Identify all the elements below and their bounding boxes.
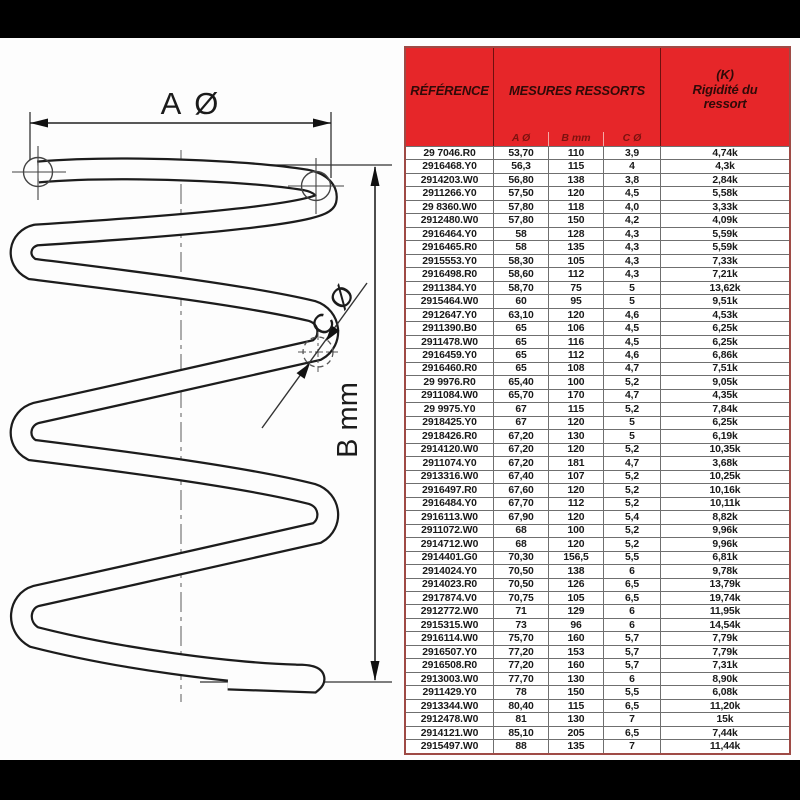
cell-rigidity: 11,44k <box>660 740 789 752</box>
cell-a-diameter: 67,70 <box>493 498 548 510</box>
cell-c-diameter: 6 <box>603 673 660 685</box>
cell-c-diameter: 5,5 <box>603 552 660 564</box>
cell-rigidity: 2,84k <box>660 174 789 186</box>
cell-c-diameter: 5,2 <box>603 376 660 388</box>
cell-reference: 2911074.Y0 <box>422 457 477 469</box>
table-row <box>406 726 789 739</box>
cell-reference: 2916114.W0 <box>421 633 478 645</box>
cell-c-diameter: 5,2 <box>603 484 660 496</box>
cell-rigidity: 4,35k <box>660 390 789 402</box>
arrowhead-down-icon <box>371 661 380 681</box>
cell-c-diameter: 6 <box>603 605 660 617</box>
cell-reference: 2913316.W0 <box>420 471 479 483</box>
table-row <box>406 362 789 375</box>
cell-c-diameter: 6,5 <box>603 579 660 591</box>
cell-b-mm: 129 <box>548 605 603 617</box>
arrowhead-left-icon <box>30 119 48 128</box>
cell-rigidity: 14,54k <box>660 619 789 631</box>
table-row <box>406 267 789 280</box>
cell-b-mm: 160 <box>548 632 603 644</box>
cell-rigidity: 5,59k <box>660 228 789 240</box>
cell-reference: 2914401.G0 <box>421 552 478 564</box>
cell-reference: 2916459.Y0 <box>422 350 477 361</box>
cell-c-diameter: 6,5 <box>603 592 660 604</box>
table-row <box>406 443 789 456</box>
cell-reference: 2914121.W0 <box>420 727 479 739</box>
table-row <box>406 146 789 159</box>
cell-b-mm: 112 <box>548 498 603 510</box>
cell-rigidity: 9,96k <box>660 538 789 550</box>
cell-a-diameter: 67,20 <box>493 457 548 469</box>
cell-a-diameter: 65 <box>493 349 548 361</box>
cell-rigidity: 3,68k <box>660 457 789 469</box>
table-row <box>406 456 789 469</box>
cell-a-diameter: 56,3 <box>493 160 548 172</box>
cell-rigidity: 7,33k <box>660 255 789 267</box>
cell-reference: 2914024.Y0 <box>422 565 477 577</box>
cell-b-mm: 130 <box>548 713 603 725</box>
subheader-a-diameter: A Ø <box>493 132 548 146</box>
cell-b-mm: 181 <box>548 457 603 469</box>
cell-reference: 2915553.Y0 <box>422 255 477 267</box>
cell-rigidity: 6,19k <box>660 430 789 442</box>
cell-a-diameter: 67 <box>493 403 548 415</box>
cell-c-diameter: 5 <box>603 417 660 429</box>
cell-c-diameter: 4,5 <box>603 322 660 334</box>
cell-rigidity: 9,05k <box>660 376 789 388</box>
table-row <box>406 672 789 685</box>
subheader-b-mm: B mm <box>548 132 603 146</box>
cell-rigidity: 10,16k <box>660 484 789 496</box>
subheader-c-diameter: C Ø <box>603 132 660 146</box>
table-row <box>406 389 789 402</box>
cell-a-diameter: 81 <box>493 713 548 725</box>
cell-b-mm: 96 <box>548 619 603 631</box>
cell-b-mm: 120 <box>548 309 603 321</box>
cell-a-diameter: 67 <box>493 417 548 429</box>
cell-a-diameter: 67,20 <box>493 444 548 456</box>
cell-reference: 2912647.Y0 <box>422 309 477 321</box>
cell-a-diameter: 57,80 <box>493 214 548 226</box>
spring-spec-table <box>404 46 791 755</box>
cell-a-diameter: 56,80 <box>493 174 548 186</box>
cell-a-diameter: 73 <box>493 619 548 631</box>
cell-a-diameter: 65 <box>493 363 548 375</box>
cell-c-diameter: 5 <box>603 282 660 294</box>
table-row <box>406 631 789 644</box>
cell-b-mm: 150 <box>548 686 603 698</box>
cell-c-diameter: 4,3 <box>603 228 660 240</box>
header-rigidity-line1: (K) <box>716 67 734 83</box>
cell-c-diameter: 7 <box>603 740 660 752</box>
cell-a-diameter: 65,40 <box>493 376 548 388</box>
cell-c-diameter: 6,5 <box>603 727 660 739</box>
cell-rigidity: 6,81k <box>660 552 789 564</box>
label-c-diameter: C Ø <box>304 277 362 342</box>
table-row <box>406 173 789 186</box>
table-row <box>406 483 789 496</box>
table-row <box>406 564 789 577</box>
cell-c-diameter: 5,4 <box>603 511 660 523</box>
cell-a-diameter: 80,40 <box>493 700 548 712</box>
table-row <box>406 645 789 658</box>
cell-c-diameter: 4,3 <box>603 255 660 267</box>
table-row <box>406 186 789 199</box>
cell-b-mm: 153 <box>548 646 603 658</box>
cell-rigidity: 9,51k <box>660 295 789 307</box>
cell-rigidity: 11,20k <box>660 700 789 712</box>
cell-reference: 29 8360.W0 <box>422 201 477 213</box>
cell-rigidity: 7,51k <box>660 363 789 375</box>
cell-reference: 2911266.Y0 <box>422 188 477 200</box>
cell-rigidity: 6,08k <box>660 686 789 698</box>
cell-b-mm: 115 <box>548 403 603 415</box>
cell-a-diameter: 65 <box>493 322 548 334</box>
cell-b-mm: 156,5 <box>548 552 603 564</box>
cell-a-diameter: 75,70 <box>493 632 548 644</box>
cell-reference: 2915315.W0 <box>420 619 479 631</box>
cell-rigidity: 10,35k <box>660 444 789 456</box>
cell-reference: 2911072.W0 <box>421 525 478 537</box>
cell-a-diameter: 58,60 <box>493 268 548 280</box>
table-body <box>406 146 789 753</box>
cell-reference: 2911384.Y0 <box>422 282 477 294</box>
cell-reference: 2916468.Y0 <box>422 161 477 173</box>
cell-b-mm: 100 <box>548 525 603 537</box>
cell-a-diameter: 70,50 <box>493 579 548 591</box>
cell-reference: 2918425.Y0 <box>422 417 477 429</box>
cell-a-diameter: 67,20 <box>493 430 548 442</box>
cell-a-diameter: 85,10 <box>493 727 548 739</box>
cell-b-mm: 135 <box>548 241 603 253</box>
cell-reference: 2916484.Y0 <box>422 498 477 510</box>
cell-reference: 29 9975.Y0 <box>423 403 476 415</box>
cell-b-mm: 120 <box>548 511 603 523</box>
cell-a-diameter: 65 <box>493 336 548 348</box>
cell-c-diameter: 4,2 <box>603 214 660 226</box>
table-row <box>406 240 789 253</box>
table-row <box>406 699 789 712</box>
cell-a-diameter: 60 <box>493 295 548 307</box>
table-row <box>406 551 789 564</box>
cell-a-diameter: 77,20 <box>493 646 548 658</box>
cell-reference: 2915497.W0 <box>420 741 479 753</box>
cell-reference: 2916507.Y0 <box>422 646 477 658</box>
cell-reference: 29 9976.R0 <box>423 376 476 388</box>
cell-c-diameter: 5,7 <box>603 646 660 658</box>
cell-a-diameter: 67,40 <box>493 471 548 483</box>
table-row <box>406 497 789 510</box>
cell-c-diameter: 6,5 <box>603 700 660 712</box>
table-row <box>406 429 789 442</box>
cell-a-diameter: 70,30 <box>493 552 548 564</box>
cell-c-diameter: 4,7 <box>603 457 660 469</box>
cell-rigidity: 6,25k <box>660 336 789 348</box>
header-rigidity-line2: Rigidité du <box>692 81 758 97</box>
cell-b-mm: 170 <box>548 390 603 402</box>
cell-c-diameter: 4,7 <box>603 390 660 402</box>
cell-c-diameter: 5,5 <box>603 686 660 698</box>
table-row <box>406 308 789 321</box>
cell-c-diameter: 4,6 <box>603 349 660 361</box>
cell-a-diameter: 78 <box>493 686 548 698</box>
cell-b-mm: 112 <box>548 349 603 361</box>
cell-a-diameter: 67,60 <box>493 484 548 496</box>
cell-b-mm: 115 <box>548 700 603 712</box>
cell-a-diameter: 70,75 <box>493 592 548 604</box>
cell-rigidity: 6,25k <box>660 417 789 429</box>
cell-reference: 2916498.R0 <box>421 269 478 281</box>
cell-b-mm: 108 <box>548 363 603 375</box>
cell-b-mm: 105 <box>548 255 603 267</box>
cell-b-mm: 75 <box>548 282 603 294</box>
cell-c-diameter: 4,6 <box>603 309 660 321</box>
cell-a-diameter: 77,20 <box>493 659 548 671</box>
cell-rigidity: 7,79k <box>660 632 789 644</box>
cell-b-mm: 115 <box>548 160 603 172</box>
label-b-length: B mm <box>332 382 364 458</box>
cell-reference: 2916497.R0 <box>421 484 478 496</box>
cell-b-mm: 110 <box>548 147 603 159</box>
cell-b-mm: 150 <box>548 214 603 226</box>
cell-reference: 2911478.W0 <box>421 336 478 348</box>
cell-c-diameter: 4,5 <box>603 187 660 199</box>
cell-b-mm: 120 <box>548 444 603 456</box>
cell-reference: 2917874.V0 <box>422 592 477 604</box>
cell-c-diameter: 4,0 <box>603 201 660 213</box>
cell-c-diameter: 5,2 <box>603 525 660 537</box>
cell-b-mm: 138 <box>548 174 603 186</box>
spring-coil-outline <box>21 169 328 682</box>
subheader-spacer-left <box>406 132 493 146</box>
table-row <box>406 685 789 698</box>
cell-c-diameter: 5,2 <box>603 538 660 550</box>
cell-c-diameter: 4,3 <box>603 241 660 253</box>
cell-c-diameter: 4,5 <box>603 336 660 348</box>
cell-b-mm: 130 <box>548 673 603 685</box>
cell-rigidity: 4,53k <box>660 309 789 321</box>
table-row <box>406 375 789 388</box>
table-row <box>406 200 789 213</box>
cell-reference: 2911084.W0 <box>421 390 478 402</box>
cell-b-mm: 120 <box>548 417 603 429</box>
cell-a-diameter: 58 <box>493 228 548 240</box>
cell-rigidity: 19,74k <box>660 592 789 604</box>
cell-rigidity: 11,95k <box>660 605 789 617</box>
cell-reference: 2916460.R0 <box>421 363 478 375</box>
table-row <box>406 591 789 604</box>
cell-a-diameter: 77,70 <box>493 673 548 685</box>
cell-b-mm: 112 <box>548 268 603 280</box>
cell-c-diameter: 5,2 <box>603 444 660 456</box>
cell-reference: 2916113.W0 <box>421 511 478 523</box>
cell-rigidity: 4,09k <box>660 214 789 226</box>
label-a-diameter: A Ø <box>160 86 222 121</box>
cell-a-diameter: 67,90 <box>493 511 548 523</box>
cell-rigidity: 8,90k <box>660 673 789 685</box>
cell-rigidity: 7,21k <box>660 268 789 280</box>
cell-b-mm: 106 <box>548 322 603 334</box>
cell-a-diameter: 70,50 <box>493 565 548 577</box>
table-row <box>406 416 789 429</box>
table-row <box>406 604 789 617</box>
cell-c-diameter: 7 <box>603 713 660 725</box>
cell-b-mm: 120 <box>548 484 603 496</box>
cell-a-diameter: 58 <box>493 241 548 253</box>
cell-rigidity: 6,86k <box>660 349 789 361</box>
table-row <box>406 712 789 725</box>
cell-a-diameter: 58,70 <box>493 282 548 294</box>
cell-rigidity: 10,11k <box>660 498 789 510</box>
cell-b-mm: 138 <box>548 565 603 577</box>
table-header <box>406 48 789 146</box>
cell-a-diameter: 68 <box>493 538 548 550</box>
cell-b-mm: 205 <box>548 727 603 739</box>
table-row <box>406 294 789 307</box>
cell-b-mm: 118 <box>548 201 603 213</box>
table-row <box>406 524 789 537</box>
cell-reference: 2916508.R0 <box>421 660 478 672</box>
cell-a-diameter: 58,30 <box>493 255 548 267</box>
cell-rigidity: 7,79k <box>660 646 789 658</box>
cell-a-diameter: 57,50 <box>493 187 548 199</box>
cell-reference: 2915464.W0 <box>420 296 479 308</box>
cell-a-diameter: 88 <box>493 740 548 752</box>
cell-b-mm: 107 <box>548 471 603 483</box>
dimension-b <box>332 166 380 681</box>
table-row <box>406 213 789 226</box>
cell-c-diameter: 5,2 <box>603 498 660 510</box>
table-row <box>406 618 789 631</box>
cell-b-mm: 130 <box>548 430 603 442</box>
cell-rigidity: 13,79k <box>660 579 789 591</box>
table-row <box>406 254 789 267</box>
cell-b-mm: 160 <box>548 659 603 671</box>
cell-a-diameter: 53,70 <box>493 147 548 159</box>
cell-rigidity: 7,44k <box>660 727 789 739</box>
cell-reference: 2911390.B0 <box>422 323 477 335</box>
cell-b-mm: 120 <box>548 187 603 199</box>
cell-rigidity: 10,25k <box>660 471 789 483</box>
subheader-spacer-right <box>660 132 789 146</box>
cell-rigidity: 9,78k <box>660 565 789 577</box>
cell-b-mm: 105 <box>548 592 603 604</box>
cell-c-diameter: 3,8 <box>603 174 660 186</box>
cell-rigidity: 4,74k <box>660 147 789 159</box>
bottom-black-bar <box>0 760 800 800</box>
cell-b-mm: 128 <box>548 228 603 240</box>
table-row <box>406 227 789 240</box>
cell-reference: 2914203.W0 <box>420 174 479 186</box>
cell-reference: 2916465.R0 <box>421 242 478 254</box>
cell-reference: 2912772.W0 <box>420 606 479 618</box>
spring-coil-core <box>21 169 328 682</box>
cell-rigidity: 8,82k <box>660 511 789 523</box>
cell-rigidity: 15k <box>660 713 789 725</box>
table-row <box>406 537 789 550</box>
cell-a-diameter: 71 <box>493 605 548 617</box>
header-rigidity <box>660 48 789 132</box>
cell-c-diameter: 6 <box>603 565 660 577</box>
cell-rigidity: 9,96k <box>660 525 789 537</box>
cell-rigidity: 4,3k <box>660 160 789 172</box>
cell-reference: 2913344.W0 <box>420 700 479 712</box>
cell-c-diameter: 5 <box>603 295 660 307</box>
cell-c-diameter: 3,9 <box>603 147 660 159</box>
cell-a-diameter: 68 <box>493 525 548 537</box>
cell-reference: 2916464.Y0 <box>422 228 477 240</box>
cell-b-mm: 135 <box>548 740 603 752</box>
cell-reference: 2914120.W0 <box>420 444 479 456</box>
table-row <box>406 739 789 752</box>
spring-diagram <box>0 0 402 760</box>
header-measures: MESURES RESSORTS <box>493 48 660 132</box>
table-row <box>406 335 789 348</box>
cell-c-diameter: 4,7 <box>603 363 660 375</box>
cell-reference: 2914712.W0 <box>420 538 479 550</box>
cell-rigidity: 3,33k <box>660 201 789 213</box>
header-rigidity-line3: ressort <box>703 96 747 112</box>
cell-reference: 2918426.R0 <box>421 430 478 442</box>
cell-c-diameter: 6 <box>603 619 660 631</box>
cell-a-diameter: 57,80 <box>493 201 548 213</box>
cell-c-diameter: 4 <box>603 160 660 172</box>
header-reference: RÉFÉRENCE <box>410 82 489 98</box>
cell-reference: 2911429.Y0 <box>422 687 477 699</box>
table-row <box>406 321 789 334</box>
table-row <box>406 281 789 294</box>
cell-rigidity: 7,31k <box>660 659 789 671</box>
cell-rigidity: 13,62k <box>660 282 789 294</box>
table-row <box>406 348 789 361</box>
cell-reference: 29 7046.R0 <box>423 147 476 159</box>
table-row <box>406 470 789 483</box>
cell-b-mm: 116 <box>548 336 603 348</box>
table-row <box>406 578 789 591</box>
cell-c-diameter: 4,3 <box>603 268 660 280</box>
cell-reference: 2914023.R0 <box>421 579 478 591</box>
cell-c-diameter: 5 <box>603 430 660 442</box>
cell-c-diameter: 5,7 <box>603 659 660 671</box>
arrowhead-right-icon <box>313 119 331 128</box>
cell-rigidity: 5,58k <box>660 187 789 199</box>
cell-b-mm: 120 <box>548 538 603 550</box>
cell-a-diameter: 63,10 <box>493 309 548 321</box>
cell-rigidity: 7,84k <box>660 403 789 415</box>
cell-reference: 2912478.W0 <box>420 714 479 726</box>
cell-c-diameter: 5,2 <box>603 471 660 483</box>
cell-b-mm: 95 <box>548 295 603 307</box>
cell-b-mm: 100 <box>548 376 603 388</box>
cell-c-diameter: 5,7 <box>603 632 660 644</box>
arrowhead-up-icon <box>371 166 380 186</box>
cell-rigidity: 5,59k <box>660 241 789 253</box>
cell-a-diameter: 65,70 <box>493 390 548 402</box>
cell-c-diameter: 5,2 <box>603 403 660 415</box>
cell-reference: 2912480.W0 <box>420 215 479 227</box>
table-row <box>406 402 789 415</box>
table-row <box>406 658 789 671</box>
cell-rigidity: 6,25k <box>660 322 789 334</box>
table-row <box>406 510 789 523</box>
table-row <box>406 159 789 172</box>
cell-b-mm: 126 <box>548 579 603 591</box>
cell-reference: 2913003.W0 <box>420 673 479 685</box>
